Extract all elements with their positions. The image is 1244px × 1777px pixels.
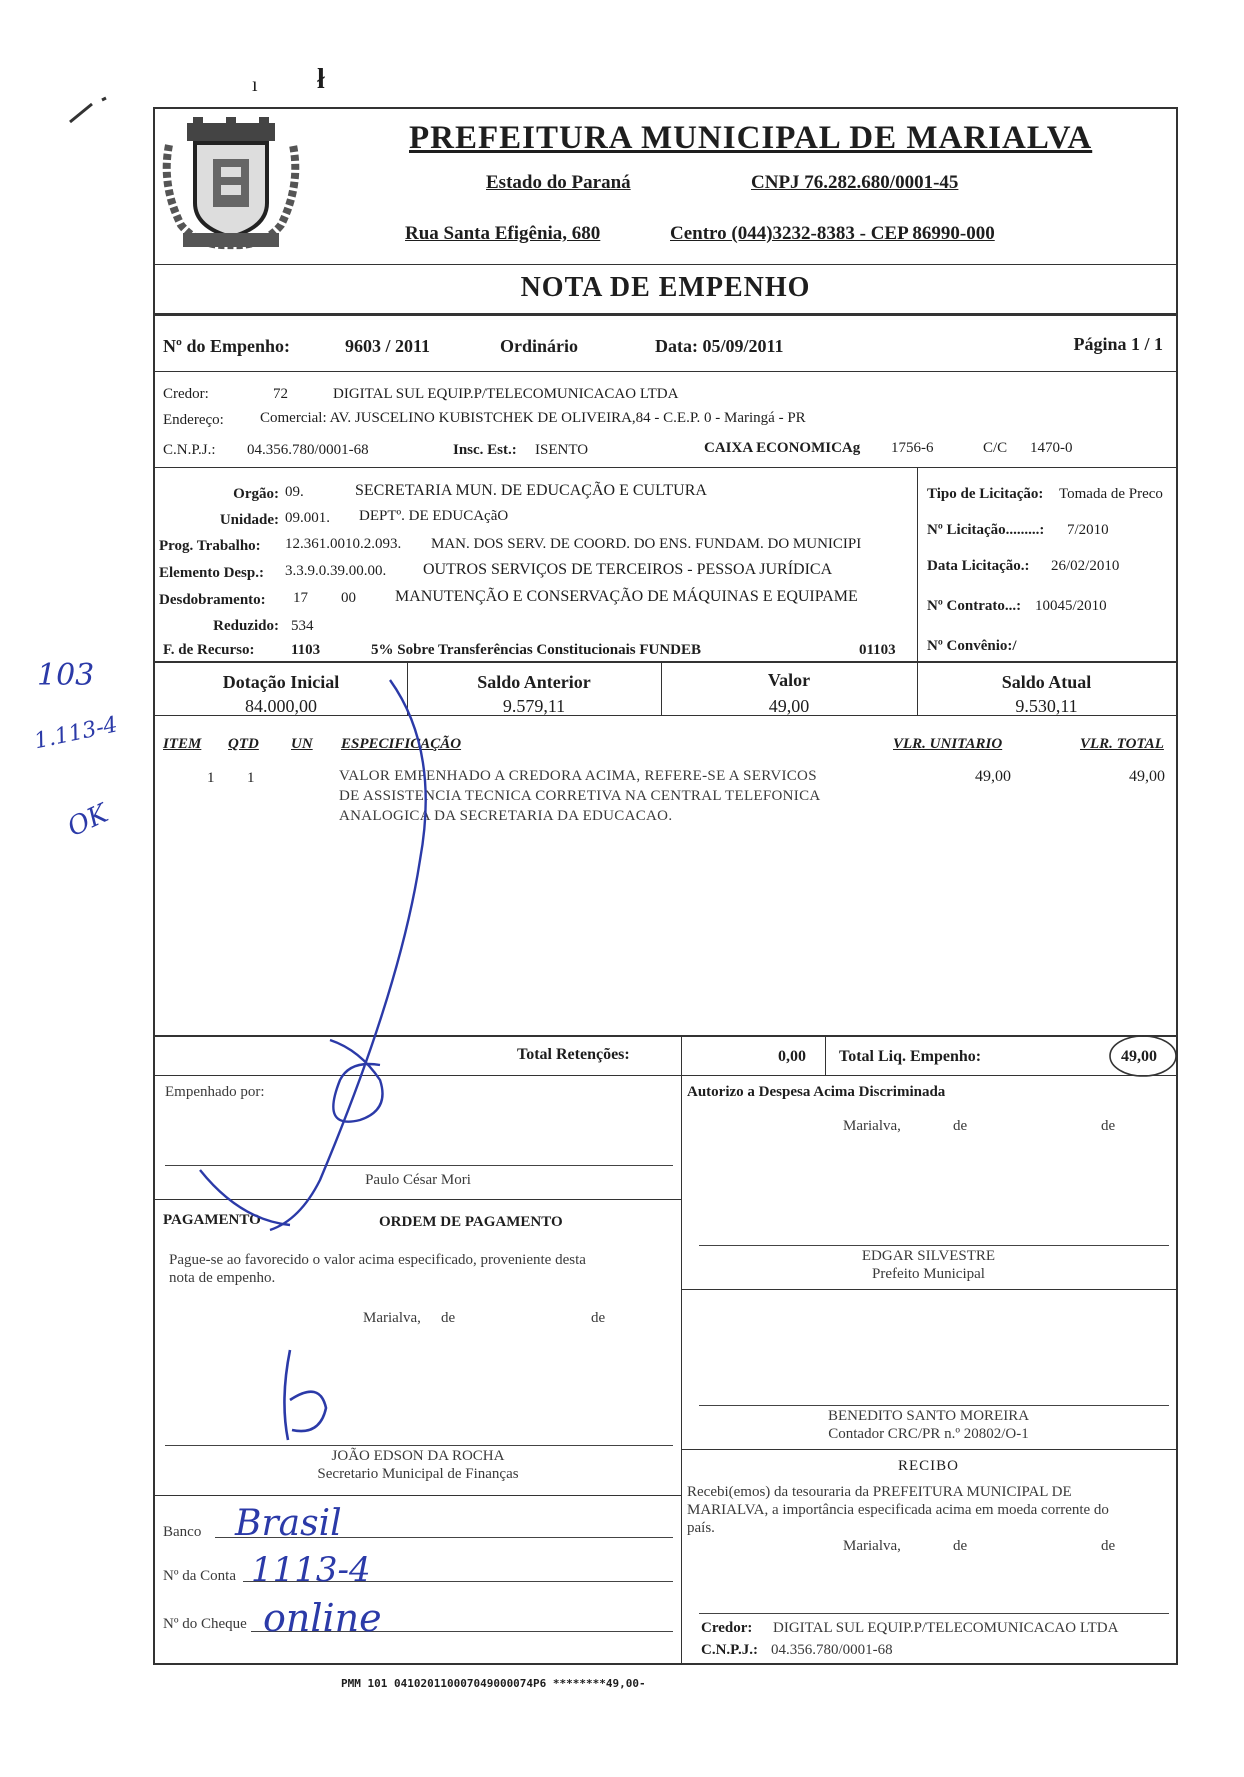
licitacao-number: 7/2010 <box>1067 522 1109 538</box>
recurso-name: 5% Sobre Transferências Constitucionais FUNDEB <box>371 642 702 658</box>
recibo-title: RECIBO <box>897 1458 959 1474</box>
saldo-anterior-value: 9.579,11 <box>502 696 566 716</box>
credor-cnpj-label: C.N.P.J.: <box>163 442 216 458</box>
orgao-code: 09. <box>285 484 304 500</box>
recibo-credor-name: DIGITAL SUL EQUIP.P/TELECOMUNICACAO LTDA <box>773 1620 1119 1636</box>
recibo-cnpj: 04.356.780/0001-68 <box>771 1642 893 1658</box>
contador-role: Contador CRC/PR n.º 20802/O-1 <box>828 1426 1029 1442</box>
prog-name: MAN. DOS SERV. DE COORD. DO ENS. FUNDAM. DO MUNICIPI <box>431 536 862 552</box>
city-hall-title: PREFEITURA MUNICIPAL DE MARIALVA <box>409 120 1093 156</box>
barcode-text: PMM 101 041020110007049000074P6 ********49,00- <box>341 1677 646 1690</box>
credor-insc-label: Insc. Est.: <box>453 442 517 458</box>
contrato-number: 10045/2010 <box>1035 598 1107 614</box>
signature-line <box>699 1613 1169 1614</box>
un-column-header: UN <box>291 736 313 752</box>
handwritten-note-account: 1.113-4 <box>32 712 120 755</box>
contador-name: BENEDITO SANTO MOREIRA <box>827 1408 1030 1424</box>
signature-line <box>165 1445 673 1446</box>
item-qty: 1 <box>247 770 255 786</box>
banco-label: Banco <box>163 1524 202 1540</box>
handwritten-initials <box>270 1340 350 1450</box>
item-spec-line: ANALOGICA DA SECRETARIA DA EDUCACAO. <box>339 808 673 824</box>
recibo-place: Marialva, <box>843 1538 901 1554</box>
divider <box>681 1035 682 1075</box>
retencoes-value: 0,00 <box>778 1048 806 1065</box>
item-spec-line: VALOR EMPENHADO A CREDORA ACIMA, REFERE-SE A SERVICOS <box>339 768 817 784</box>
credor-insc: ISENTO <box>535 442 589 458</box>
credor-address-label: Endereço: <box>163 412 224 428</box>
recibo-cnpj-label: C.N.P.J.: <box>701 1642 758 1658</box>
qtd-column-header: QTD <box>228 736 259 752</box>
pagamento-de: de <box>441 1310 456 1326</box>
credor-label: Credor: <box>163 386 209 402</box>
unidade-label: Unidade: <box>219 512 279 528</box>
elemento-code: 3.3.9.0.39.00.00. <box>285 563 387 579</box>
item-column-header: ITEM <box>163 736 202 752</box>
handwritten-note-ok: OK <box>63 798 113 844</box>
unidade-name: DEPTº. DE EDUCAçãO <box>359 508 509 524</box>
desdobramento-code: 17 <box>293 590 308 606</box>
contrato-label: Nº Contrato...: <box>927 598 1022 614</box>
conta-label: Nº da Conta <box>163 1568 236 1584</box>
city-cnpj: CNPJ 76.282.680/0001-45 <box>751 172 959 193</box>
desdobramento-sub: 00 <box>341 590 356 606</box>
handwritten-bank: Brasil <box>235 1503 342 1544</box>
recibo-de: de <box>1101 1538 1116 1554</box>
divider <box>917 467 918 661</box>
scan-mark: ı <box>252 74 258 96</box>
divider <box>155 371 1176 372</box>
licitacao-number-label: Nº Licitação.........: <box>927 522 1045 538</box>
liquido-label: Total Liq. Empenho: <box>839 1048 982 1065</box>
divider <box>681 1075 682 1665</box>
recurso-number: 01103 <box>859 642 896 658</box>
autorizo-text: Autorizo a Despesa Acima Discriminada <box>687 1084 946 1100</box>
prog-code: 12.361.0010.2.093. <box>285 536 402 552</box>
divider <box>155 313 1176 316</box>
recibo-credor-label: Credor: <box>701 1620 753 1636</box>
saldo-atual-label: Saldo Atual <box>1001 672 1092 692</box>
valor-label: Valor <box>767 670 811 690</box>
credor-cc: 1470-0 <box>1030 440 1073 456</box>
credor-cc-label: C/C <box>983 440 1008 456</box>
secretary-role: Secretario Municipal de Finanças <box>317 1466 519 1482</box>
unidade-code: 09.001. <box>285 510 330 526</box>
pague-text-line: nota de empenho. <box>169 1270 276 1286</box>
ordem-pagamento-label: ORDEM DE PAGAMENTO <box>379 1214 563 1230</box>
secretary-name: JOÃO EDSON DA ROCHA <box>331 1448 505 1464</box>
divider <box>155 467 1176 468</box>
cheque-label: Nº do Cheque <box>163 1616 247 1632</box>
empenho-type: Ordinário <box>500 336 579 356</box>
pagamento-place: Marialva, <box>363 1310 421 1326</box>
document-title: NOTA DE EMPENHO <box>520 272 811 303</box>
handwritten-bank-fields <box>215 1495 615 1665</box>
empenhado-label: Empenhado por: <box>165 1084 265 1100</box>
total-column-header: VLR. TOTAL <box>1080 736 1164 752</box>
autorizo-de: de <box>953 1118 968 1134</box>
divider <box>681 1289 1176 1290</box>
recibo-de: de <box>953 1538 968 1554</box>
spec-column-header: ESPECIFICAÇÃO <box>341 736 462 752</box>
pague-text-line: Pague-se ao favorecido o valor acima especificado, proveniente desta <box>169 1252 586 1268</box>
handwritten-cheque: online <box>263 1596 382 1640</box>
licitacao-type-label: Tipo de Licitação: <box>927 486 1044 502</box>
signature-line <box>699 1245 1169 1246</box>
prefeito-name: EDGAR SILVESTRE <box>861 1248 996 1264</box>
empenhado-name: Paulo César Mori <box>365 1172 471 1188</box>
empenho-number-label: Nº do Empenho: <box>163 336 290 356</box>
pagamento-de: de <box>591 1310 606 1326</box>
recurso-label: F. de Recurso: <box>163 642 255 658</box>
liquido-value: 49,00 <box>1121 1048 1157 1065</box>
saldo-anterior-label: Saldo Anterior <box>477 672 591 692</box>
handwritten-circle <box>1107 1031 1181 1081</box>
city-contact: Centro (044)3232-8383 - CEP 86990-000 <box>670 223 995 244</box>
reduzido-label: Reduzido: <box>213 618 279 634</box>
signature-line <box>699 1405 1169 1406</box>
handwritten-note-103: 103 <box>37 658 95 693</box>
licitacao-date-label: Data Licitação.: <box>927 558 1030 574</box>
desdobramento-label: Desdobramento: <box>159 592 266 608</box>
valor-value: 49,00 <box>768 696 810 716</box>
convenio-label: Nº Convênio:/ <box>927 638 1017 654</box>
licitacao-date: 26/02/2010 <box>1051 558 1120 574</box>
item-total: 49,00 <box>1129 768 1165 785</box>
page-number: Página 1 / 1 <box>1073 334 1163 354</box>
pagamento-label: PAGAMENTO <box>163 1212 261 1228</box>
handwritten-signature <box>180 660 500 1240</box>
scan-mark: ł <box>317 64 325 95</box>
state-name: Estado do Paraná <box>486 172 631 193</box>
item-spec-line: DE ASSISTENCIA TECNICA CORRETIVA NA CENTRAL TELEFONICA <box>339 788 821 804</box>
reduzido-value: 534 <box>291 618 314 634</box>
recibo-text-line: MARIALVA, a importância especificada acima em moeda corrente do <box>687 1502 1109 1518</box>
elemento-label: Elemento Desp.: <box>159 565 264 581</box>
elemento-name: OUTROS SERVIÇOS DE TERCEIROS - PESSOA JURÍDICA <box>423 561 833 578</box>
retencoes-label: Total Retenções: <box>517 1046 630 1063</box>
desdobramento-name: MANUTENÇÃO E CONSERVAÇÃO DE MÁQUINAS E EQUIPAME <box>395 588 858 605</box>
unit-price-column-header: VLR. UNITARIO <box>893 736 1003 752</box>
autorizo-de: de <box>1101 1118 1116 1134</box>
empenho-date: Data: 05/09/2011 <box>655 336 784 356</box>
item-unit-price: 49,00 <box>975 768 1011 785</box>
recurso-code: 1103 <box>291 642 321 658</box>
municipal-coat-of-arms-logo <box>159 115 304 255</box>
dotacao-label: Dotação Inicial <box>222 672 340 692</box>
handwritten-account: 1113-4 <box>251 1550 371 1590</box>
orgao-label: Orgão: <box>233 486 279 502</box>
item-number: 1 <box>207 770 215 786</box>
divider <box>681 1449 1176 1450</box>
divider <box>825 1035 826 1075</box>
recibo-text-line: Recebi(emos) da tesouraria da PREFEITURA MUNICIPAL DE <box>687 1484 1072 1500</box>
credor-agency: 1756-6 <box>891 440 934 456</box>
handwritten-margin-notes <box>25 640 145 860</box>
city-address: Rua Santa Efigênia, 680 <box>405 223 601 244</box>
empenho-number: 9603 / 2011 <box>345 336 431 356</box>
autorizo-place: Marialva, <box>843 1118 901 1134</box>
orgao-name: SECRETARIA MUN. DE EDUCAÇÃO E CULTURA <box>355 482 707 499</box>
credor-code: 72 <box>273 386 288 402</box>
divider <box>155 264 1176 265</box>
pen-mark <box>62 90 132 130</box>
credor-address: Comercial: AV. JUSCELINO KUBISTCHEK DE OLIVEIRA,84 - C.E.P. 0 - Maringá - PR <box>260 410 806 426</box>
licitacao-type: Tomada de Preco <box>1059 486 1163 502</box>
dotacao-value: 84.000,00 <box>245 696 317 716</box>
prog-label: Prog. Trabalho: <box>159 538 261 554</box>
credor-bank: CAIXA ECONOMICAg <box>704 440 861 456</box>
credor-name: DIGITAL SUL EQUIP.P/TELECOMUNICACAO LTDA <box>333 386 679 402</box>
recibo-text-line: país. <box>687 1520 715 1536</box>
credor-cnpj: 04.356.780/0001-68 <box>247 442 369 458</box>
prefeito-role: Prefeito Municipal <box>872 1266 985 1282</box>
saldo-atual-value: 9.530,11 <box>1015 696 1078 716</box>
